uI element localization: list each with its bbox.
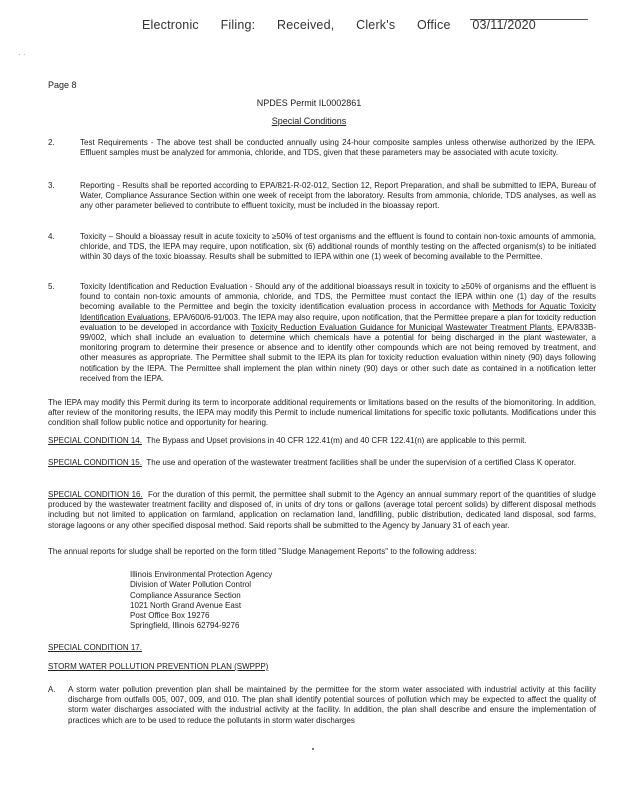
address-line: Division of Water Pollution Control xyxy=(130,580,252,590)
swppp-heading xyxy=(48,662,596,672)
address-line: 1021 North Grand Avenue East xyxy=(130,600,242,610)
item-number: 3. xyxy=(48,181,55,190)
sludge-report-paragraph: The annual reports for sludge shall be reported on the form titled "Sludge Management Reports" to the following address: xyxy=(48,547,477,556)
address-line: Compliance Assurance Section xyxy=(130,590,241,600)
item-number: 2. xyxy=(48,138,55,147)
stamp-rule xyxy=(470,19,588,20)
item-text-segment: , EPA/600/6-91/003. The IEPA may also require, upon notification, that the Permittee prepare a plan for toxicity reduction evaluation to be developed in accordance with xyxy=(80,312,597,332)
item-text-segment: , EPA/833B-99/002, which shall include an evaluation to determine which chemicals have a potential for being discharged in the plant wastewater, a monitoring program to determine their presence or absence and to identify other compounds which are not being removed by treatment, and other measures as appropriate. The Permittee shall submit to the IEPA its plan for toxicity reduction evaluation within ninety (90) days following notification by the IEPA. The Permittee shall implement the plan within ninety (90) days or other such date as contained in a notification letter received from the IEPA. xyxy=(80,322,596,383)
special-condition-15 xyxy=(48,458,596,468)
address-line: Post Office Box 19276 xyxy=(130,611,210,621)
page-number: Page 8 xyxy=(48,80,77,90)
special-condition-17 xyxy=(48,643,596,653)
item-text: Toxicity – Should a bioassay result in acute toxicity to ≥50% of test organisms and the effluent is found to contain non-toxic amounts of ammonia, chloride, and TDS, the IEPA may require, upon notification, six (6) additional rounds of monthly testing on the affected organism(s) to be initiated within 30 days of the toxic bioassay. Results shall be submitted to IEPA within one (1) week of becoming available to the Permittee. xyxy=(80,232,596,262)
modification-paragraph: The IEPA may modify this Permit during its term to incorporate additional requirements or limitations based on the results of the biomonitoring. In addition, after review of the monitoring results, the IEPA may modify this Permit to include numerical limitations for specific toxic pollutants. Modifications under this condition shall follow public notice and opportunity for hearing. xyxy=(48,398,596,428)
item-number: A. xyxy=(48,685,56,694)
permit-number: NPDES Permit IL0002861 xyxy=(256,98,362,108)
list-item xyxy=(48,232,596,263)
scan-speck xyxy=(312,748,314,750)
condition-label: SPECIAL CONDITION 16. xyxy=(48,490,143,499)
condition-label: SPECIAL CONDITION 17. xyxy=(48,643,142,652)
section-title: Special Conditions xyxy=(271,116,347,126)
item-text: Reporting - Results shall be reported according to EPA/821-R-02-012, Section 12, Report Preparation, and shall be submitted to IEPA, Bureau of Water, Compliance Assurance Section within one week of receipt from the laboratory. Results from ammonia, chloride, TDS analyses, as well as any other parameter believed to contribute to effluent toxicity, must be included in the bioassay report. xyxy=(80,181,596,211)
item-text-segment: Toxicity Identification and Reduction Evaluation - Should any of the additional bioassays result in toxicity to ≥50% of organisms and the effluent is found to contain non-toxic amounts of ammonia, chloride, and TDS, the Permittee must contact the IEPA within one (1) day of the results becoming available to the Permittee and begin the toxicity identification evaluation process in accordance with xyxy=(80,282,596,312)
stamp-word: 03/11/2020 xyxy=(472,18,536,32)
stamp-word: Office xyxy=(417,18,451,32)
scan-dots: · · xyxy=(18,50,26,59)
list-item xyxy=(48,181,596,212)
stamp-word: Filing: xyxy=(220,18,256,32)
reference-title: Methods for Aquatic Toxicity Identification Evaluations xyxy=(80,302,596,322)
stamp-word: Electronic xyxy=(142,18,199,32)
list-item xyxy=(48,138,596,158)
condition-text: The Bypass and Upset provisions in 40 CFR 122.41(m) and 40 CFR 122.41(n) are applicable to this permit. xyxy=(146,436,527,445)
special-condition-14 xyxy=(48,436,596,446)
address-line: Springfield, Illinois 62794-9276 xyxy=(130,621,240,631)
condition-text: The use and operation of the wastewater treatment facilities shall be under the supervision of a certified Class K operator. xyxy=(146,458,576,467)
list-item xyxy=(48,685,596,726)
reference-title: Toxicity Reduction Evaluation Guidance for Municipal Wastewater Treatment Plants xyxy=(251,322,552,332)
item-number: 4. xyxy=(48,232,55,241)
list-item xyxy=(48,282,596,384)
special-condition-16 xyxy=(48,490,596,531)
stamp-word: Received, xyxy=(277,18,335,32)
item-text: Test Requirements - The above test shall be conducted annually using 24-hour composite samples unless otherwise authorized by the IEPA. Effluent samples must be analyzed for ammonia, chloride, and TDS, given that these parameters may be associated with acute toxicity. xyxy=(80,138,596,158)
mailing-address xyxy=(130,570,272,632)
address-line: Illinois Environmental Protection Agency xyxy=(130,570,273,579)
electronic-filing-stamp xyxy=(142,18,554,32)
condition-text: For the duration of this permit, the permittee shall submit to the Agency an annual summary report of the quantities of sludge produced by the wastewater treatment facility and disposed of, in units of dry tons or gallons (average total percent solids) by different disposal methods including but not limited to application on farmland, application on reclamation land, landfilling, public distribution, dedicated land disposal, sod farms, storage lagoons or any other specified disposal method. Said reports shall be submitted to the Agency by January 31 of each year. xyxy=(48,490,596,530)
condition-label: SPECIAL CONDITION 14. xyxy=(48,436,142,445)
item-text: A storm water pollution prevention plan shall be maintained by the permittee for the storm water associated with industrial activity at this facility discharge from outfalls 005, 007, 009, and 010. The plan shall identify potential sources of pollution which may be expected to affect the quality of storm water discharges associated with the industrial activity at the facility. In addition, the plan shall describe and ensure the implementation of practices which are to be used to reduce the pollutants in storm water discharges xyxy=(68,685,596,725)
item-number: 5. xyxy=(48,282,55,291)
swppp-title: STORM WATER POLLUTION PREVENTION PLAN (SWPPP) xyxy=(48,662,269,671)
condition-label: SPECIAL CONDITION 15. xyxy=(48,458,142,467)
item-text xyxy=(80,282,596,384)
stamp-word: Clerk's xyxy=(356,18,396,32)
